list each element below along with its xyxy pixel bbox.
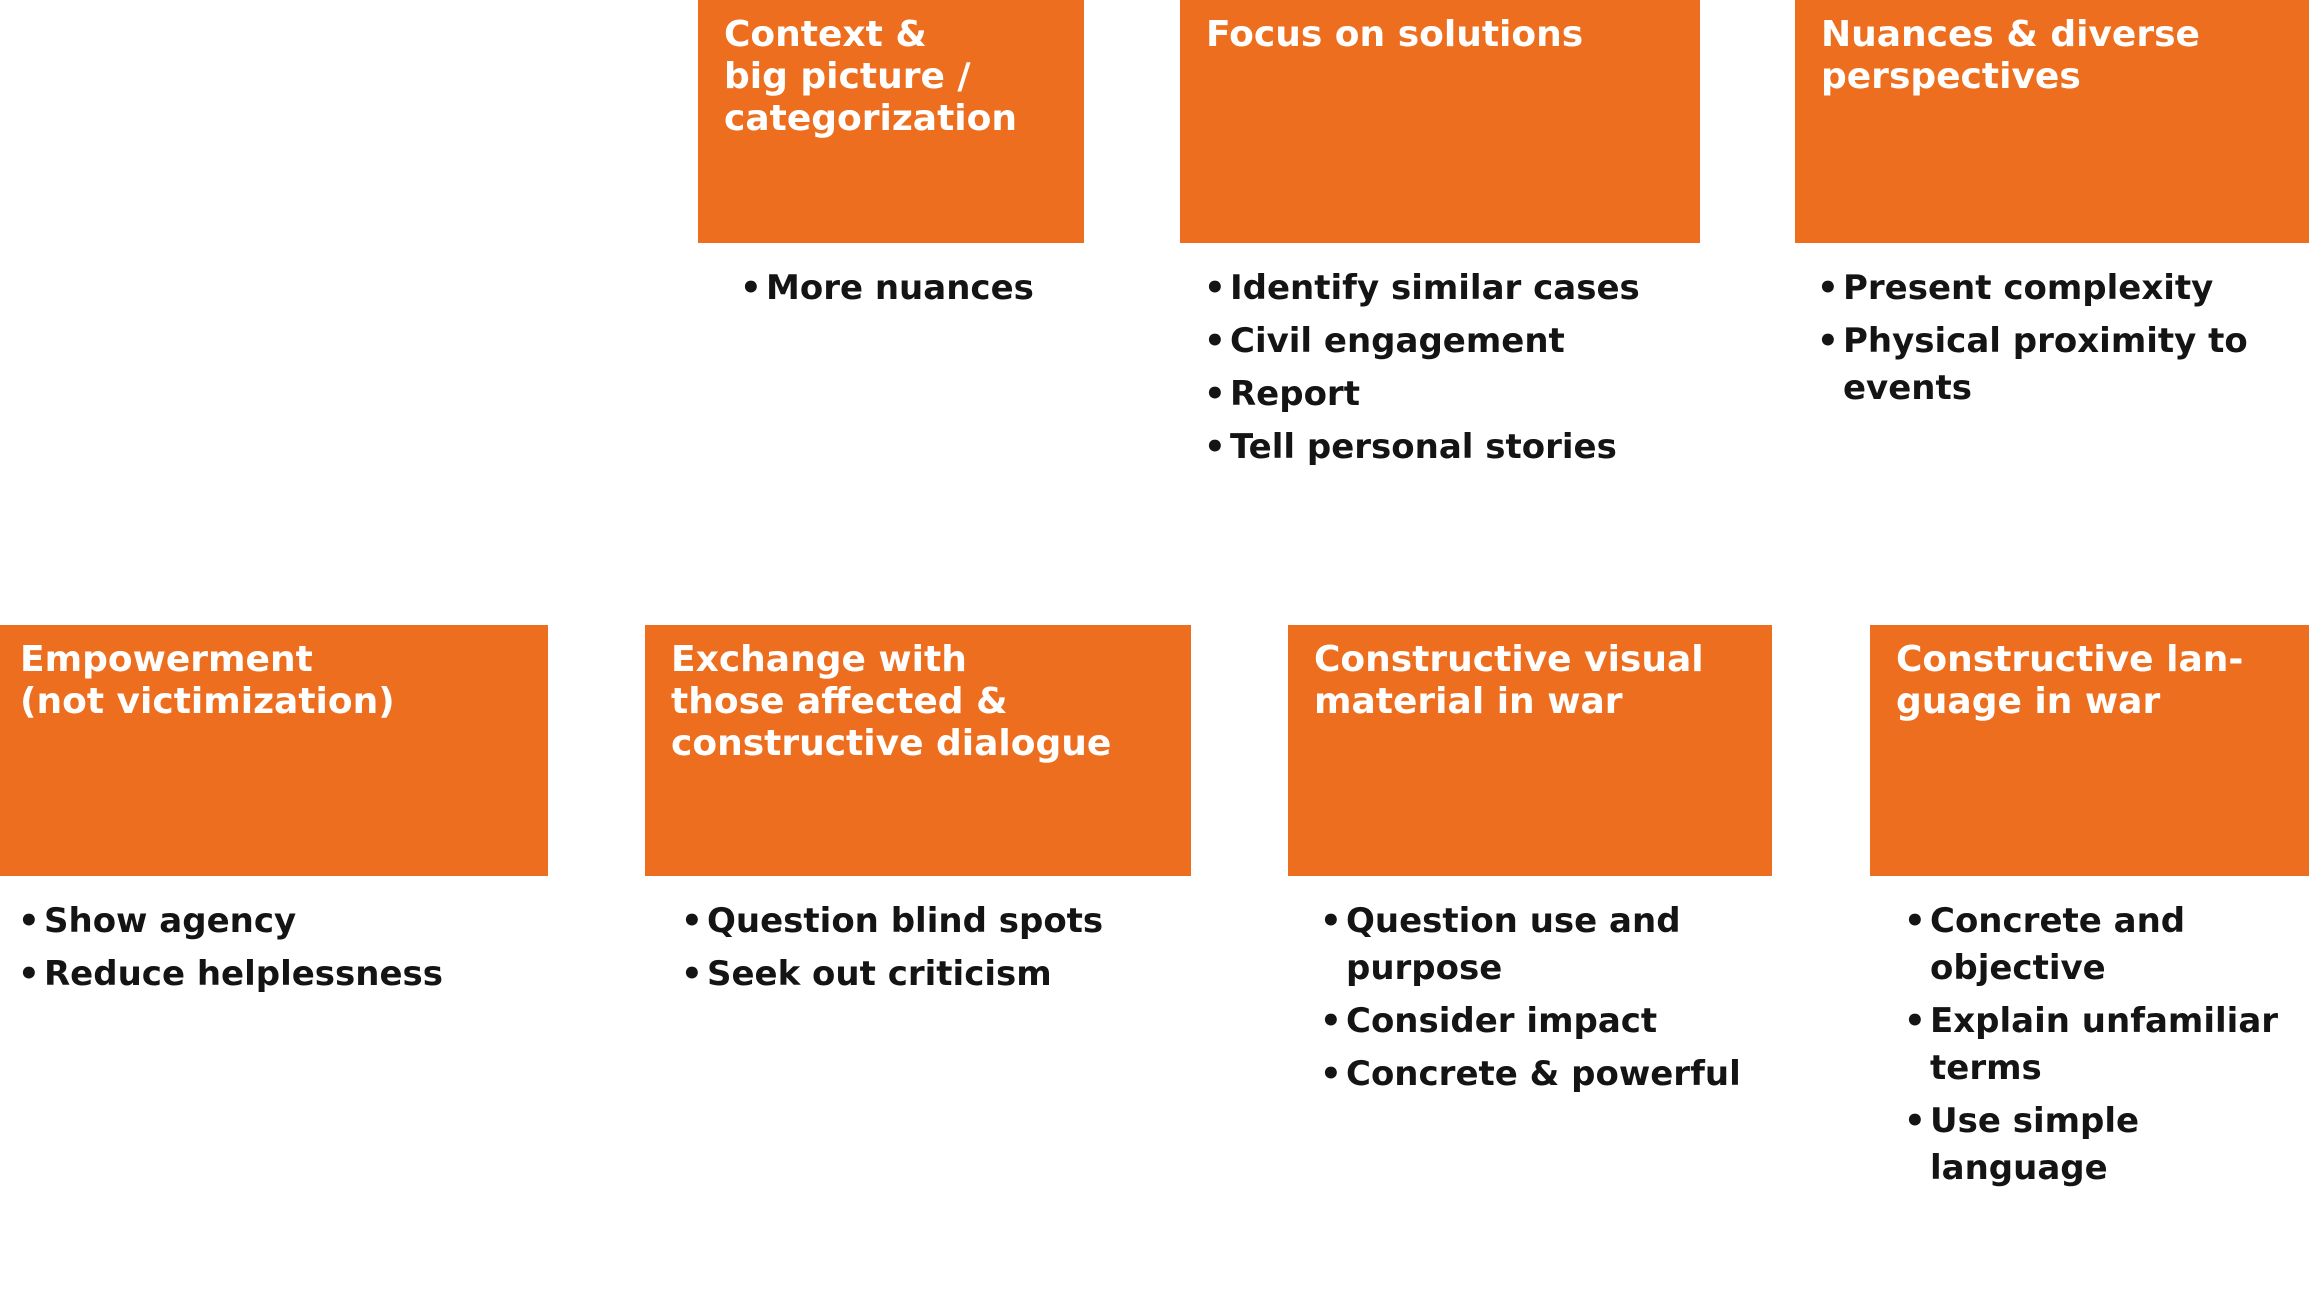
card-empowerment-title bbox=[0, 625, 548, 876]
card-nuances-title-line-1: Nuances & diverse bbox=[1821, 14, 2200, 55]
list-item: • Question blind spots bbox=[669, 898, 1191, 945]
card-language-title bbox=[1870, 625, 2309, 876]
card-nuances-bullets bbox=[1795, 243, 2309, 412]
list-item: • Concrete and objective bbox=[1892, 898, 2309, 992]
card-context-title-line-1: Context & bbox=[724, 14, 927, 55]
card-exchange-title bbox=[645, 625, 1191, 876]
list-item: • Use simple language bbox=[1892, 1098, 2309, 1192]
card-exchange-title-line-3: constructive dialogue bbox=[671, 722, 1112, 764]
card-focus-title-line-1: Focus on solutions bbox=[1206, 14, 1584, 55]
list-item: • Seek out criticism bbox=[669, 951, 1191, 998]
list-item: • Present complexity bbox=[1805, 265, 2309, 312]
list-item: • Tell personal stories bbox=[1192, 424, 1700, 471]
card-exchange-bullets bbox=[645, 876, 1191, 998]
card-focus-title bbox=[1180, 0, 1700, 243]
card-visual-bullets bbox=[1288, 876, 1772, 1098]
card-nuances-title bbox=[1795, 0, 2309, 243]
list-item: • Physical proximity to events bbox=[1805, 318, 2309, 412]
card-constructive-visual-material bbox=[1288, 625, 1772, 1104]
card-empowerment-bullets bbox=[0, 876, 548, 998]
list-item: • Show agency bbox=[6, 898, 548, 945]
card-context-title-line-2: big picture / bbox=[724, 55, 971, 97]
card-visual-title-line-1: Constructive visual bbox=[1314, 639, 1704, 680]
card-visual-title bbox=[1288, 625, 1772, 876]
card-exchange-title-line-1: Exchange with bbox=[671, 639, 967, 680]
card-context-title-line-3: categorization bbox=[724, 97, 1018, 139]
card-focus-on-solutions bbox=[1180, 0, 1700, 477]
card-visual-title-line-2: material in war bbox=[1314, 680, 1623, 722]
card-context bbox=[698, 0, 1084, 318]
card-nuances-title-line-2: perspectives bbox=[1821, 55, 2081, 97]
card-context-bullets bbox=[698, 243, 1084, 312]
card-context-title bbox=[698, 0, 1084, 243]
list-item: • More nuances bbox=[728, 265, 1084, 312]
card-constructive-language bbox=[1870, 625, 2309, 1197]
card-nuances-perspectives bbox=[1795, 0, 2309, 418]
card-empowerment-title-line-1: Empowerment bbox=[20, 639, 313, 680]
card-exchange-dialogue bbox=[645, 625, 1191, 1004]
card-empowerment bbox=[0, 625, 548, 1004]
card-exchange-title-line-2: those affected & bbox=[671, 680, 1008, 722]
list-item: • Civil engagement bbox=[1192, 318, 1700, 365]
list-item: • Question use and purpose bbox=[1308, 898, 1772, 992]
list-item: • Report bbox=[1192, 371, 1700, 418]
card-language-title-line-2: guage in war bbox=[1896, 680, 2161, 722]
list-item: • Identify similar cases bbox=[1192, 265, 1700, 312]
card-language-title-line-1: Constructive lan- bbox=[1896, 639, 2244, 680]
list-item: • Concrete & powerful bbox=[1308, 1051, 1772, 1098]
list-item: • Consider impact bbox=[1308, 998, 1772, 1045]
list-item: • Reduce helplessness bbox=[6, 951, 548, 998]
card-focus-bullets bbox=[1180, 243, 1700, 471]
list-item: • Explain unfamiliar terms bbox=[1892, 998, 2309, 1092]
card-language-bullets bbox=[1870, 876, 2309, 1191]
card-empowerment-title-line-2: (not victimization) bbox=[20, 680, 395, 722]
